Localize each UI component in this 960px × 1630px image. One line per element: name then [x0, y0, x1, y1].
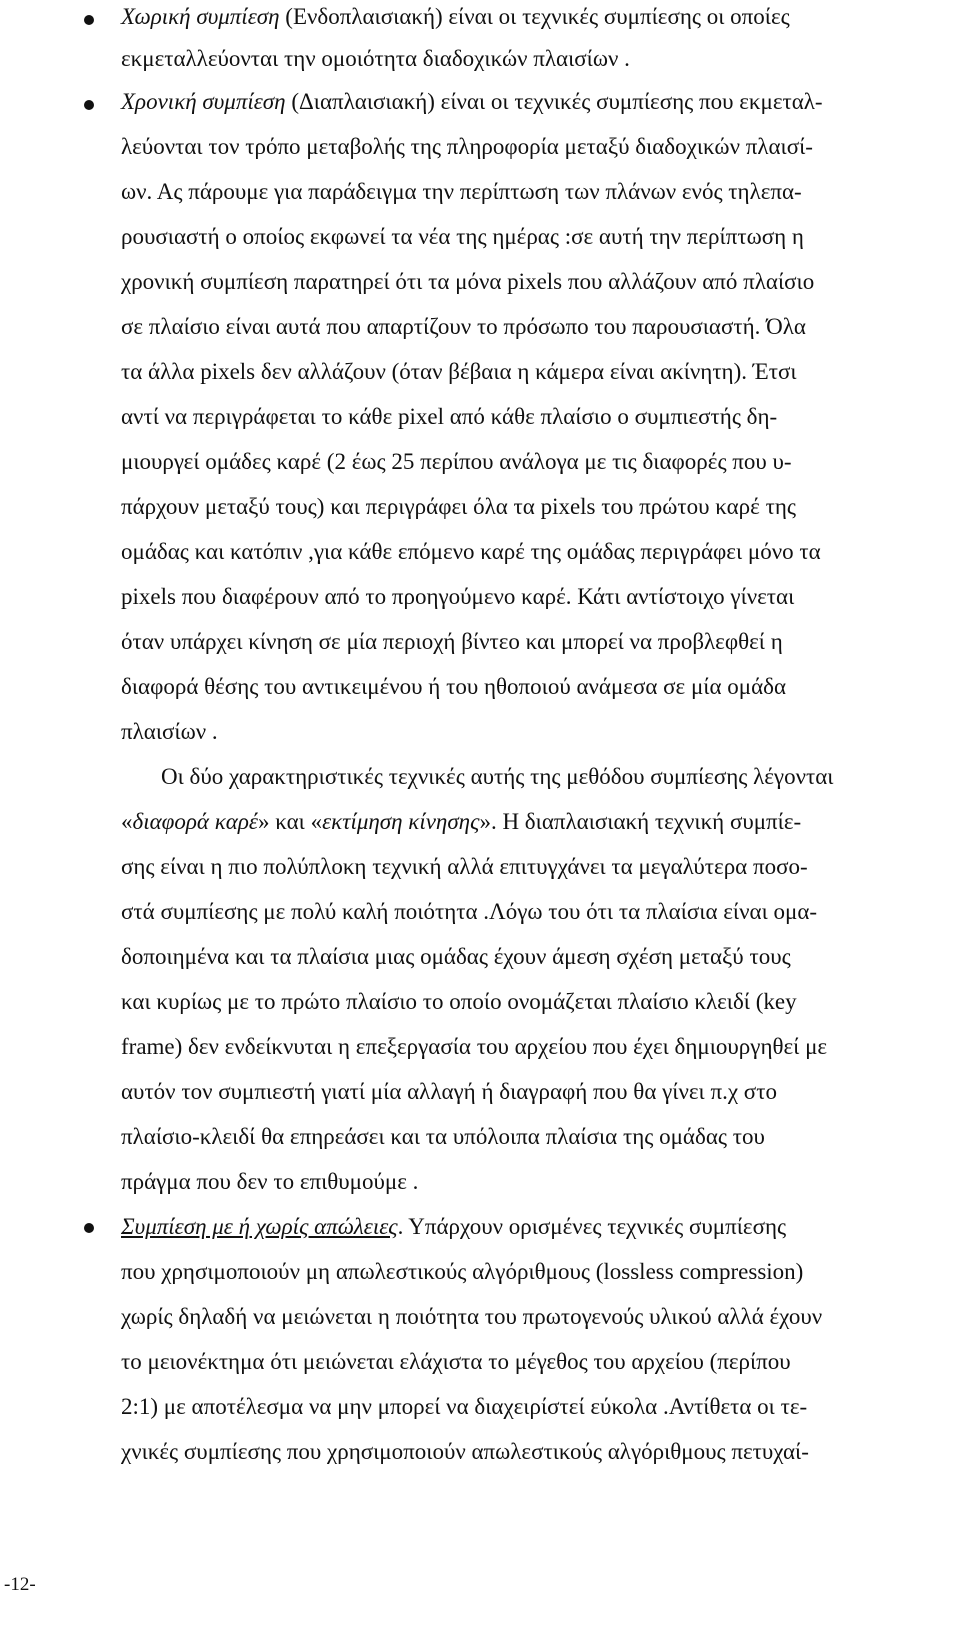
text-line: χνικές συμπίεσης που χρησιμοποιούν απωλεστικούς αλγόριθμους πετυχαί-: [121, 1439, 809, 1464]
italic-term: Χρονική συμπίεση: [121, 89, 286, 114]
text-line: ρουσιαστή ο οποίος εκφωνεί τα νέα της ημέρας :σε αυτή την περίπτωση η: [121, 224, 804, 249]
text-line: 2:1) με αποτέλεσμα να μην μπορεί να διαχειρίστεί εύκολα .Αντίθετα οι τε-: [121, 1394, 808, 1419]
text-line: μιουργεί ομάδες καρέ (2 έως 25 περίπου ανάλογα με τις διαφορές που υ-: [121, 449, 792, 474]
line-text: (Διαπλαισιακή) είναι οι τεχνικές συμπίεσης που εκμεταλ-: [285, 89, 823, 114]
text-line: τα άλλα pixels δεν αλλάζουν (όταν βέβαια η κάμερα είναι ακίνητη). Έτσι: [121, 359, 797, 384]
line-text: (Ενδοπλαισιακή) είναι οι τεχνικές συμπίεσης οι οποίες: [279, 4, 790, 29]
text-line: ων. Ας πάρουμε για παράδειγμα την περίπτωση των πλάνων ενός τηλεπα-: [121, 179, 802, 204]
text-line: όταν υπάρχει κίνηση σε μία περιοχή βίντεο και μπορεί να προβλεφθεί η: [121, 629, 783, 654]
bullet-icon: [84, 15, 94, 25]
text-line: πράγμα που δεν το επιθυμούμε .: [121, 1169, 419, 1194]
text-line: πάρχουν μεταξύ τους) και περιγράφει όλα τα pixels του πρώτου καρέ της: [121, 494, 796, 519]
text-line: χωρίς δηλαδή να μειώνεται η ποιότητα του πρωτογενούς υλικού αλλά έχουν: [121, 1304, 823, 1329]
text-line: το μειονέκτημα ότι μειώνεται ελάχιστα το μέγεθος του αρχείου (περίπου: [121, 1349, 791, 1374]
text-line: πλαίσιο-κλειδί θα επηρεάσει και τα υπόλοιπα πλαίσια της ομάδας του: [121, 1124, 765, 1149]
text-line: αυτόν τον συμπιεστή γιατί μία αλλαγή ή διαγραφή που θα γίνει π.χ στο: [121, 1079, 777, 1104]
text-line: [121, 1213, 786, 1241]
text-line: χρονική συμπίεση παρατηρεί ότι τα μόνα pixels που αλλάζουν από πλαίσιο: [121, 269, 815, 294]
text-line: αντί να περιγράφεται το κάθε pixel από κάθε πλαίσιο ο συμπιεστής δη-: [121, 404, 778, 429]
text-line: και κυρίως με το πρώτο πλαίσιο το οποίο ονομάζεται πλαίσιο κλειδί (key: [121, 989, 797, 1014]
text-line: πλαισίων .: [121, 719, 218, 744]
text-line: σε πλαίσιο είναι αυτά που απαρτίζουν το πρόσωπο του παρουσιαστή. Όλα: [121, 314, 806, 339]
text-line: σης είναι η πιο πολύπλοκη τεχνική αλλά επιτυγχάνει τα μεγαλύτερα ποσο-: [121, 854, 808, 879]
line-text: . Υπάρχουν ορισμένες τεχνικές συμπίεσης: [397, 1214, 787, 1239]
text-line: ομάδας και κατόπιν ,για κάθε επόμενο καρέ της ομάδας περιγράφει μόνο τα: [121, 539, 821, 564]
text-line: pixels που διαφέρουν από το προηγούμενο καρέ. Κάτι αντίστοιχο γίνεται: [121, 584, 795, 609]
bullet-icon: [84, 1223, 94, 1233]
punctuation: » και «: [257, 809, 323, 834]
text-line: [121, 88, 823, 116]
bullet-icon: [84, 100, 94, 110]
italic-term: εκτίμηση κίνησης: [322, 809, 480, 834]
line-text: ». Η διαπλαισιακή τεχνική συμπίε-: [479, 809, 802, 834]
italic-term: διαφορά καρέ: [132, 809, 258, 834]
text-line: δοποιημένα και τα πλαίσια μιας ομάδας έχουν άμεση σχέση μεταξύ τους: [121, 944, 791, 969]
punctuation: «: [121, 809, 133, 834]
text-line: λεύονται τον τρόπο μεταβολής της πληροφορία μεταξύ διαδοχικών πλαισί-: [121, 134, 813, 159]
text-line: [121, 3, 790, 31]
text-line: που χρησιμοποιούν μη απωλεστικούς αλγόριθμους (lossless compression): [121, 1259, 804, 1284]
text-line: στά συμπίεσης με πολύ καλή ποιότητα .Λόγω του ότι τα πλαίσια είναι ομα-: [121, 899, 818, 924]
text-line: Οι δύο χαρακτηριστικές τεχνικές αυτής της μεθόδου συμπίεσης λέγονται: [161, 764, 834, 789]
italic-term: Συμπίεση με ή χωρίς απώλειες: [121, 1214, 398, 1239]
text-line: frame) δεν ενδείκνυται η επεξεργασία του αρχείου που έχει δημιουργηθεί με: [121, 1034, 828, 1059]
italic-term: Χωρική συμπίεση: [121, 4, 280, 29]
text-line: διαφορά θέσης του αντικειμένου ή του ηθοποιού ανάμεσα σε μία ομάδα: [121, 674, 787, 699]
page-number: -12-: [4, 1574, 36, 1595]
text-line: [121, 808, 801, 836]
text-line: εκμεταλλεύονται την ομοιότητα διαδοχικών πλαισίων .: [121, 46, 630, 71]
